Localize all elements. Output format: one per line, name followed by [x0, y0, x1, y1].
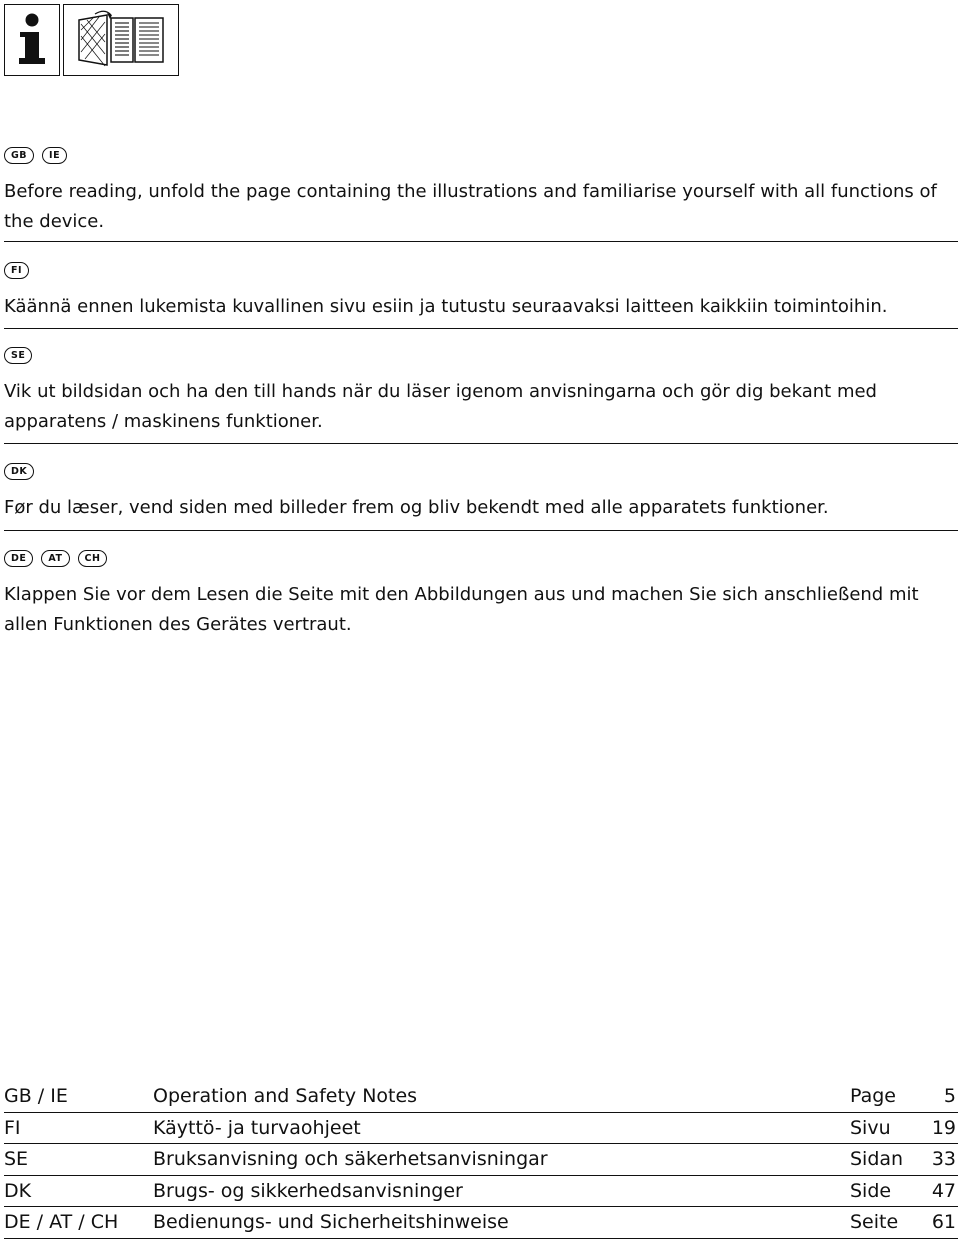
instruction-text: Käännä ennen lukemista kuvallinen sivu esiin ja tutustu seuraavaksi laitteen kaikkiin toimintoihin. — [4, 296, 888, 317]
toc-page-label: Sidan — [850, 1148, 904, 1170]
section-de-at-ch — [4, 549, 958, 640]
toc-page-label: Page — [850, 1085, 896, 1107]
language-badge: SE — [4, 347, 32, 364]
language-badge: DE — [4, 550, 33, 567]
toc-language-code: FI — [4, 1116, 21, 1139]
toc-page-number: 61 — [931, 1211, 956, 1233]
language-badges — [4, 346, 958, 364]
toc-page-number: 33 — [931, 1148, 956, 1170]
table-of-contents — [4, 1081, 958, 1239]
fold-out-pages-icon — [63, 4, 179, 76]
language-badges — [4, 146, 958, 164]
toc-title: Bedienungs- und Sicherheitshinweise — [153, 1211, 509, 1233]
header-icons — [4, 4, 179, 76]
toc-language-code: GB / IE — [4, 1085, 68, 1107]
toc-row — [4, 1113, 958, 1145]
toc-page-number: 19 — [931, 1116, 956, 1139]
section-fi — [4, 261, 958, 322]
toc-title: Brugs- og sikkerhedsanvisninger — [153, 1179, 463, 1202]
toc-page-label: Seite — [850, 1211, 899, 1233]
language-badge: IE — [42, 147, 67, 164]
toc-divider — [4, 1238, 958, 1239]
language-badge: CH — [78, 550, 108, 567]
instruction-text: Vik ut bildsidan och ha den till hands när du läser igenom anvisningarna och gör dig bekant med apparatens / maskinens funktioner. — [4, 381, 877, 432]
language-badge: FI — [4, 262, 29, 279]
language-badges — [4, 261, 958, 279]
toc-page-label: Side — [850, 1179, 892, 1202]
toc-title: Käyttö- ja turvaohjeet — [153, 1116, 361, 1139]
toc-page-label: Sivu — [850, 1116, 891, 1139]
section-divider — [4, 443, 958, 444]
toc-row — [4, 1081, 958, 1113]
section-gb-ie — [4, 146, 958, 237]
toc-row — [4, 1207, 958, 1239]
language-badges — [4, 549, 958, 567]
toc-row — [4, 1176, 958, 1208]
section-dk — [4, 462, 958, 523]
toc-language-code: SE — [4, 1148, 29, 1170]
toc-page-number: 5 — [943, 1085, 956, 1107]
instruction-text: Before reading, unfold the page containing the illustrations and familiarise yourself with all functions of the device. — [4, 181, 937, 232]
instruction-text: Før du læser, vend siden med billeder frem og bliv bekendt med alle apparatets funktioner. — [4, 497, 829, 518]
toc-row — [4, 1144, 958, 1176]
section-divider — [4, 530, 958, 531]
section-divider — [4, 328, 958, 329]
toc-language-code: DE / AT / CH — [4, 1211, 119, 1233]
language-badge: GB — [4, 147, 34, 164]
toc-page-number: 47 — [931, 1179, 956, 1202]
instruction-text: Klappen Sie vor dem Lesen die Seite mit den Abbildungen aus und machen Sie sich anschließend mit allen Funktionen des Gerätes vertraut. — [4, 584, 919, 635]
toc-language-code: DK — [4, 1179, 32, 1202]
toc-title: Bruksanvisning och säkerhetsanvisningar — [153, 1148, 548, 1170]
language-badges — [4, 462, 958, 480]
toc-title: Operation and Safety Notes — [153, 1085, 418, 1107]
section-se — [4, 346, 958, 437]
section-divider — [4, 241, 958, 242]
language-badge: DK — [4, 463, 34, 480]
language-badge: AT — [41, 550, 69, 567]
info-icon — [4, 4, 60, 76]
